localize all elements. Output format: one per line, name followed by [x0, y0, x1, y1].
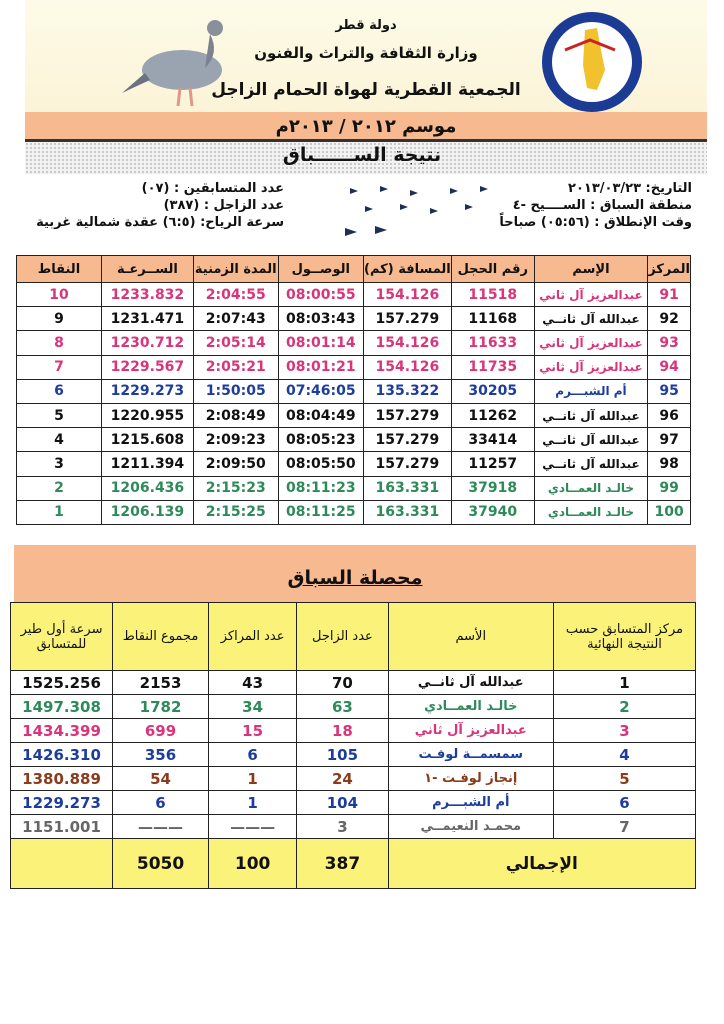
rank-cell: 93: [648, 331, 691, 355]
race-info-left: [36, 180, 284, 231]
final-rank-cell: 7: [554, 815, 696, 839]
rank-cell: 96: [648, 403, 691, 427]
ring-number-cell: 11633: [451, 331, 534, 355]
table-row: [17, 331, 691, 355]
positions-count-cell: 34: [208, 695, 296, 719]
first-bird-speed-cell: 1497.308: [11, 695, 113, 719]
distance-cell: 157.279: [364, 428, 452, 452]
speed-cell: 1206.139: [101, 500, 193, 524]
first-bird-speed-cell: 1426.310: [11, 743, 113, 767]
arrival-time-cell: 08:11:23: [278, 476, 363, 500]
rank-cell: 92: [648, 307, 691, 331]
owner-name-cell: عبدالعزيز آل ثاني: [534, 355, 647, 379]
distance-cell: 135.322: [364, 379, 452, 403]
results-header-cell: الإسم: [534, 256, 647, 283]
race-info-right: [499, 180, 692, 231]
first-bird-speed-cell: 1229.273: [11, 791, 113, 815]
results-header-cell: رقم الحجل: [451, 256, 534, 283]
owner-name-cell: عبدالله آل ثانــي: [534, 403, 647, 427]
speed-cell: 1215.608: [101, 428, 193, 452]
results-header-cell: المسافة (كم): [364, 256, 452, 283]
arrival-time-cell: 08:11:25: [278, 500, 363, 524]
first-bird-speed-cell: 1151.001: [11, 815, 113, 839]
summary-header-cell: عدد الزاجل: [297, 603, 388, 671]
duration-cell: 2:05:21: [193, 355, 278, 379]
results-header-cell: الوصــول: [278, 256, 363, 283]
rank-cell: 94: [648, 355, 691, 379]
wind-speed: سرعة الرياح: (٦:٥) عقدة شمالية غربية: [36, 215, 284, 230]
ring-number-cell: 11262: [451, 403, 534, 427]
table-row: [17, 403, 691, 427]
positions-count-cell: ———: [208, 815, 296, 839]
pigeon-count-cell: 24: [297, 767, 388, 791]
country-name: دولة قطر: [335, 18, 397, 33]
total-speed-empty: [11, 839, 113, 889]
total-row: [11, 839, 696, 889]
results-header-cell: النقاط: [17, 256, 102, 283]
pigeons-count: عدد الزاجل : (٣٨٧): [163, 198, 284, 213]
rank-cell: 91: [648, 283, 691, 307]
distance-cell: 154.126: [364, 355, 452, 379]
owner-name-cell: عبدالله آل ثانــي: [534, 452, 647, 476]
positions-count-cell: 1: [208, 791, 296, 815]
points-total-cell: 54: [113, 767, 209, 791]
table-row: [11, 815, 696, 839]
speed-cell: 1206.436: [101, 476, 193, 500]
points-cell: 6: [17, 379, 102, 403]
rank-cell: 100: [648, 500, 691, 524]
pigeon-count-cell: 104: [297, 791, 388, 815]
first-bird-speed-cell: 1525.256: [11, 671, 113, 695]
pigeon-icon: [120, 8, 230, 108]
speed-cell: 1233.832: [101, 283, 193, 307]
speed-cell: 1220.955: [101, 403, 193, 427]
points-total-cell: 356: [113, 743, 209, 767]
distance-cell: 157.279: [364, 307, 452, 331]
flying-birds-icon: [320, 178, 500, 243]
pigeon-count-cell: 63: [297, 695, 388, 719]
ring-number-cell: 30205: [451, 379, 534, 403]
points-cell: 8: [17, 331, 102, 355]
points-total-cell: 2153: [113, 671, 209, 695]
duration-cell: 2:07:43: [193, 307, 278, 331]
owner-name-cell: عبدالعزيز آل ثاني: [534, 283, 647, 307]
arrival-time-cell: 08:00:55: [278, 283, 363, 307]
competitor-name-cell: إنجاز لوفـت -١: [388, 767, 553, 791]
participants-count: عدد المتسابقين : (٠٧): [141, 181, 284, 196]
pigeon-count-cell: 70: [297, 671, 388, 695]
arrival-time-cell: 08:01:14: [278, 331, 363, 355]
competitor-name-cell: محمـد النعيمــي: [388, 815, 553, 839]
arrival-time-cell: 08:03:43: [278, 307, 363, 331]
table-row: [17, 476, 691, 500]
speed-cell: 1229.567: [101, 355, 193, 379]
table-row: [11, 671, 696, 695]
duration-cell: 2:09:50: [193, 452, 278, 476]
arrival-time-cell: 08:05:23: [278, 428, 363, 452]
duration-cell: 2:09:23: [193, 428, 278, 452]
total-label: الإجمالي: [388, 839, 695, 889]
start-time: وقت الإنطلاق : (٠٥:٥٦) صباحاً: [499, 215, 692, 230]
ministry-name: وزارة الثقافة والتراث والفنون: [254, 44, 478, 62]
total-points: 5050: [113, 839, 209, 889]
summary-header-cell: الأسم: [388, 603, 553, 671]
arrival-time-cell: 08:05:50: [278, 452, 363, 476]
rank-cell: 95: [648, 379, 691, 403]
summary-title: محصلة السباق: [287, 567, 423, 589]
table-row: [11, 767, 696, 791]
speed-cell: 1230.712: [101, 331, 193, 355]
race-date: التاريخ: ٢٠١٣/٠٣/٢٣: [568, 181, 692, 196]
race-results-table: [16, 255, 691, 525]
distance-cell: 163.331: [364, 500, 452, 524]
final-rank-cell: 1: [554, 671, 696, 695]
competitor-name-cell: عبدالله آل ثانــي: [388, 671, 553, 695]
final-rank-cell: 5: [554, 767, 696, 791]
total-pigeons: 387: [297, 839, 388, 889]
race-region: منطقة السباق : الســــيح -٤: [512, 198, 692, 213]
speed-cell: 1229.273: [101, 379, 193, 403]
competitor-name-cell: خالـد العمــادي: [388, 695, 553, 719]
points-cell: 10: [17, 283, 102, 307]
positions-count-cell: 15: [208, 719, 296, 743]
results-header-cell: المركز: [648, 256, 691, 283]
table-row: [11, 743, 696, 767]
first-bird-speed-cell: 1434.399: [11, 719, 113, 743]
table-row: [17, 283, 691, 307]
points-total-cell: 699: [113, 719, 209, 743]
ring-number-cell: 11518: [451, 283, 534, 307]
duration-cell: 1:50:05: [193, 379, 278, 403]
summary-table: [10, 602, 696, 889]
duration-cell: 2:04:55: [193, 283, 278, 307]
association-name: الجمعية القطرية لهواة الحمام الزاجل: [211, 80, 521, 100]
points-cell: 9: [17, 307, 102, 331]
final-rank-cell: 4: [554, 743, 696, 767]
pigeon-count-cell: 3: [297, 815, 388, 839]
ring-number-cell: 11257: [451, 452, 534, 476]
final-rank-cell: 6: [554, 791, 696, 815]
arrival-time-cell: 08:01:21: [278, 355, 363, 379]
competitor-name-cell: عبدالعزيز آل ثاني: [388, 719, 553, 743]
final-rank-cell: 2: [554, 695, 696, 719]
table-row: [11, 695, 696, 719]
table-row: [17, 379, 691, 403]
points-cell: 7: [17, 355, 102, 379]
final-rank-cell: 3: [554, 719, 696, 743]
summary-header: [14, 545, 696, 602]
table-row: [17, 452, 691, 476]
positions-count-cell: 6: [208, 743, 296, 767]
owner-name-cell: خالـد العمــادي: [534, 500, 647, 524]
ring-number-cell: 11735: [451, 355, 534, 379]
owner-name-cell: أم الشبـــرم: [534, 379, 647, 403]
owner-name-cell: خالـد العمــادي: [534, 476, 647, 500]
points-total-cell: 6: [113, 791, 209, 815]
points-total-cell: ———: [113, 815, 209, 839]
table-row: [11, 719, 696, 743]
ring-number-cell: 37918: [451, 476, 534, 500]
ring-number-cell: 33414: [451, 428, 534, 452]
rank-cell: 97: [648, 428, 691, 452]
competitor-name-cell: سمسمــة لوفـت: [388, 743, 553, 767]
arrival-time-cell: 07:46:05: [278, 379, 363, 403]
points-cell: 3: [17, 452, 102, 476]
distance-cell: 154.126: [364, 283, 452, 307]
table-row: [17, 500, 691, 524]
distance-cell: 157.279: [364, 403, 452, 427]
rank-cell: 98: [648, 452, 691, 476]
ring-number-cell: 37940: [451, 500, 534, 524]
table-row: [11, 791, 696, 815]
total-positions: 100: [208, 839, 296, 889]
points-cell: 4: [17, 428, 102, 452]
first-bird-speed-cell: 1380.889: [11, 767, 113, 791]
owner-name-cell: عبدالله آل ثانــي: [534, 307, 647, 331]
owner-name-cell: عبدالعزيز آل ثاني: [534, 331, 647, 355]
table-row: [17, 355, 691, 379]
distance-cell: 157.279: [364, 452, 452, 476]
duration-cell: 2:15:23: [193, 476, 278, 500]
duration-cell: 2:05:14: [193, 331, 278, 355]
summary-header-cell: سرعة أول طير للمتسابق: [11, 603, 113, 671]
distance-cell: 154.126: [364, 331, 452, 355]
duration-cell: 2:15:25: [193, 500, 278, 524]
summary-header-cell: مجموع النقاط: [113, 603, 209, 671]
pigeon-count-cell: 105: [297, 743, 388, 767]
table-row: [17, 428, 691, 452]
rank-cell: 99: [648, 476, 691, 500]
positions-count-cell: 43: [208, 671, 296, 695]
season-banner: موسم ٢٠١٢ / ٢٠١٣م: [25, 112, 707, 142]
table-row: [17, 307, 691, 331]
distance-cell: 163.331: [364, 476, 452, 500]
summary-header-cell: عدد المراكز: [208, 603, 296, 671]
race-result-title: نتيجة الســــــباق: [282, 144, 442, 166]
results-header-cell: المدة الزمنية: [193, 256, 278, 283]
pigeon-count-cell: 18: [297, 719, 388, 743]
owner-name-cell: عبدالله آل ثانــي: [534, 428, 647, 452]
summary-header-cell: مركز المتسابق حسب النتيجة النهائية: [554, 603, 696, 671]
points-cell: 5: [17, 403, 102, 427]
arrival-time-cell: 08:04:49: [278, 403, 363, 427]
speed-cell: 1211.394: [101, 452, 193, 476]
association-logo: [535, 10, 650, 115]
points-total-cell: 1782: [113, 695, 209, 719]
duration-cell: 2:08:49: [193, 403, 278, 427]
competitor-name-cell: أم الشبـــرم: [388, 791, 553, 815]
speed-cell: 1231.471: [101, 307, 193, 331]
points-cell: 1: [17, 500, 102, 524]
points-cell: 2: [17, 476, 102, 500]
positions-count-cell: 1: [208, 767, 296, 791]
ring-number-cell: 11168: [451, 307, 534, 331]
results-header-cell: الســرعـة: [101, 256, 193, 283]
